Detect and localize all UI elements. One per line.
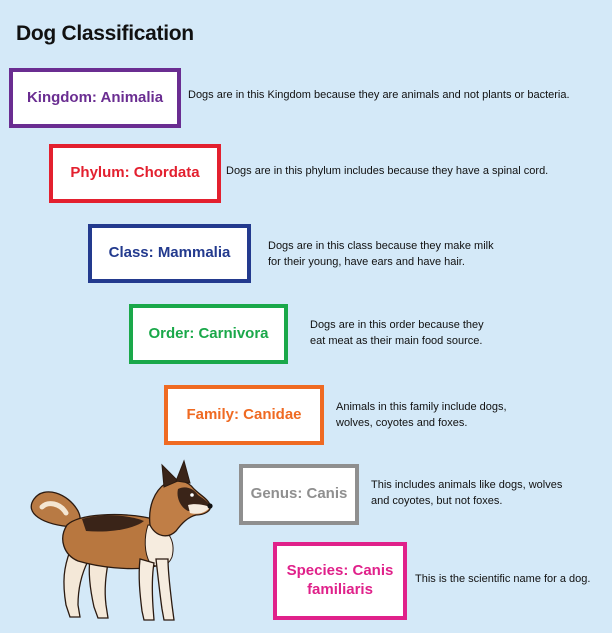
kingdom-description: [188, 88, 570, 104]
kingdom-box: [9, 68, 181, 128]
genus-description-line-2: and coyotes, but not foxes.: [371, 494, 503, 507]
phylum-description: [226, 164, 548, 180]
page-title: Dog Classification: [16, 22, 194, 45]
family-description-line-1: Animals in this family include dogs,: [336, 401, 507, 413]
order-label: Order: Carnivora: [148, 324, 269, 342]
species-description: [415, 572, 590, 588]
species-label-line-1: Species: Canis: [286, 562, 394, 580]
species-label: [287, 562, 394, 600]
class-description-line-1: Dogs are in this class because they make milk: [268, 240, 494, 252]
order-box: [129, 304, 288, 364]
species-description-line: This is the scientific name for a dog.: [415, 573, 591, 585]
phylum-box: [49, 144, 221, 203]
order-description-line-1: Dogs are in this order because they: [310, 319, 484, 331]
order-description-line-2: eat meat as their main food source.: [310, 334, 483, 347]
class-box: [88, 224, 251, 283]
class-label: Class: Mammalia: [108, 244, 231, 262]
kingdom-description-line: Dogs are in this Kingdom because they are animals and not plants or bacteria.: [188, 89, 570, 101]
phylum-description-line: Dogs are in this phylum includes because they have a spinal cord.: [226, 165, 549, 177]
class-description: [268, 239, 494, 271]
genus-box: [239, 464, 359, 525]
akita-dog-icon: [12, 455, 217, 625]
genus-description: [371, 478, 562, 510]
phylum-label: Phylum: Chordata: [70, 164, 200, 182]
kingdom-label: Kingdom: Animalia: [26, 88, 164, 106]
genus-label: Genus: Canis: [250, 485, 348, 503]
species-label-line-2: familiaris: [307, 581, 373, 598]
family-description-line-2: wolves, coyotes and foxes.: [336, 416, 468, 429]
family-box: [164, 385, 324, 445]
family-label: Family: Canidae: [186, 405, 302, 423]
order-description: [310, 318, 484, 350]
species-box: [273, 542, 407, 620]
class-description-line-2: for their young, have ears and have hair.: [268, 255, 465, 268]
genus-description-line-1: This includes animals like dogs, wolves: [371, 479, 563, 491]
family-description: [336, 400, 507, 432]
